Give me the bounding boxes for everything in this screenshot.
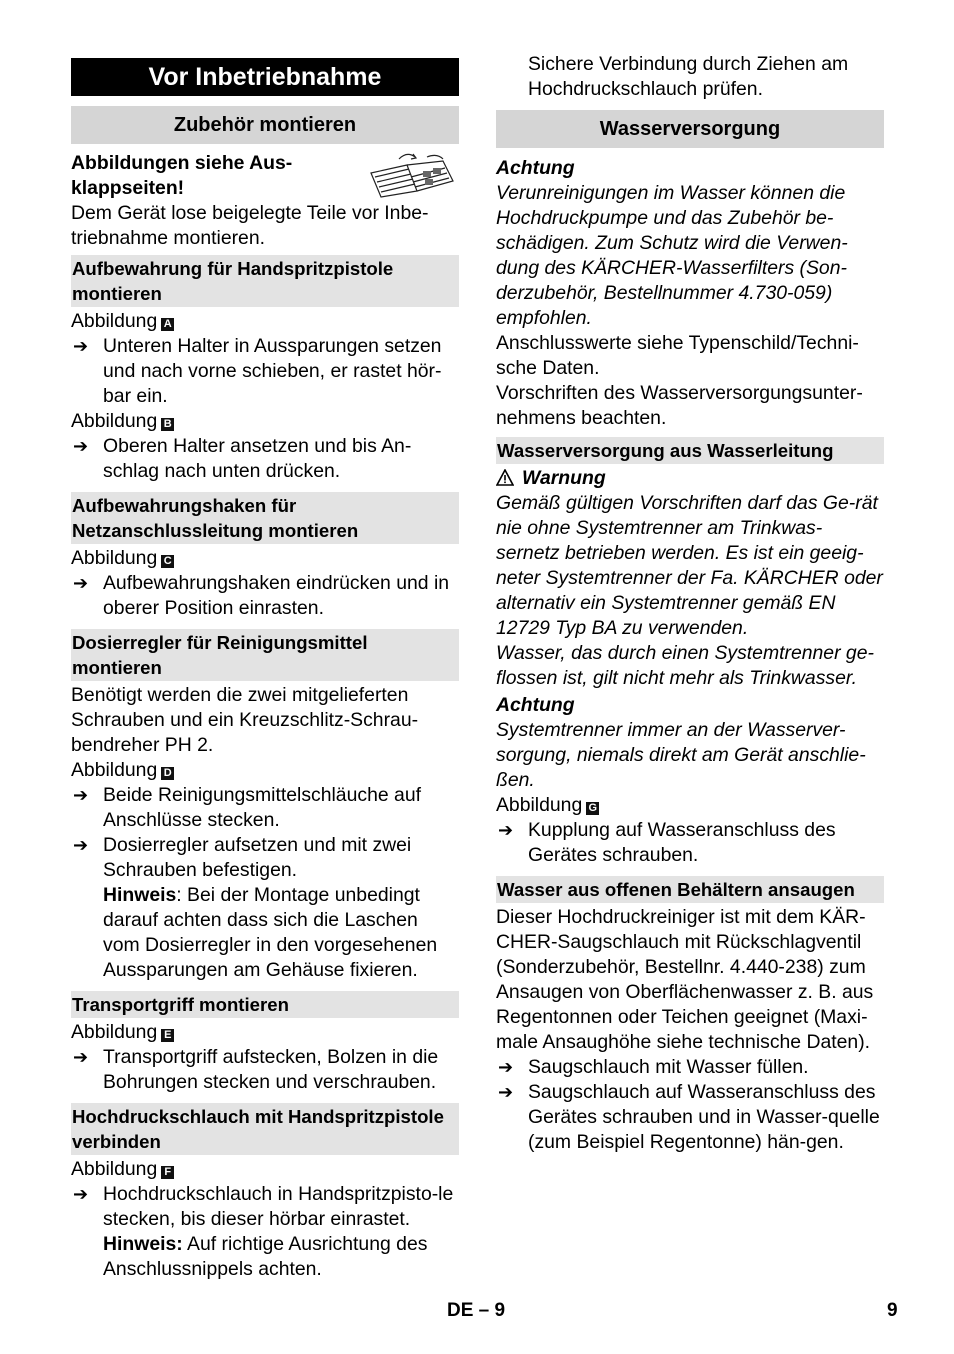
warning-text: Gemäß gültigen Vorschriften darf das Ge-rät nie ohne Systemtrenner am Trinkwas-sernetz betrieben werden. Es ist ein geeig-neter Systemtrenner der Fa. KÄRCHER oder alternativ ein Systemtrenner gemäß EN 12729 Typ BA zu verwenden. <box>496 492 883 639</box>
caution-text: Verunreinigungen im Wasser können die Hochdruckpumpe und das Zubehör be-schädigen. Zum Schutz wird die Verwen-dung des KÄRCHER-Wasserfilters (Son-derzubehör, Bestellnummer 4.730-059) empfohlen. <box>496 182 848 329</box>
subheading-offene-behaelter: Wasser aus offenen Behältern ansaugen <box>496 876 884 903</box>
figure-ref-a: Abbildung A <box>71 309 459 334</box>
caution-text: Systemtrenner immer an der Wasserver-sorgung, niemals direkt am Gerät anschlie-ßen. <box>496 719 866 791</box>
arrow-right-icon: ➔ <box>498 820 514 840</box>
step-item: ➔ Transportgriff aufstecken, Bolzen in die Bohrungen stecken und verschrauben. <box>73 1046 439 1093</box>
arrow-right-icon: ➔ <box>73 436 89 456</box>
footer-page-number: 9 <box>887 1300 898 1321</box>
dosierregler-text: Benötigt werden die zwei mitgelieferten Schrauben und ein Kreuzschlitz-Schrau-bendreher PH 2. <box>71 684 419 756</box>
step-item: ➔ Saugschlauch mit Wasser füllen. <box>498 1056 809 1078</box>
behaelter-text: Dieser Hochdruckreiniger ist mit dem KÄR-CHER-Saugschlauch mit Rückschlagventil (Sonderzubehör, Bestellnr. 4.440-238) zum Ansaugen von Oberflächenwasser z. B. aus Regentonnen oder Teichen geeignet (Maxi-male Ansaughöhe siehe technische Daten). <box>496 906 874 1053</box>
figure-letter-b: B <box>161 418 174 431</box>
figure-letter-a: A <box>161 318 174 331</box>
figure-ref-g: Abbildung G <box>496 793 884 818</box>
arrow-right-icon: ➔ <box>73 785 89 805</box>
intro-block <box>71 151 459 251</box>
figure-ref-d: Abbildung D <box>71 758 459 783</box>
figure-ref-e: Abbildung E <box>71 1020 459 1045</box>
intro-text: Dem Gerät lose beigelegte Teile vor Inbe-triebnahme montieren. <box>71 202 429 249</box>
step-item: ➔ Beide Reinigungsmittelschläuche auf Anschlüsse stecken. <box>73 784 421 831</box>
caution-heading: Achtung <box>496 694 575 716</box>
subheading-aufbewahrungshaken: Aufbewahrungshaken für Netzanschlussleitung montieren <box>71 492 459 544</box>
note-text: Auf richtige Ausrichtung des Anschlussnippels achten. <box>103 1233 428 1280</box>
subheading-dosierregler: Dosierregler für Reinigungsmittel montieren <box>71 629 459 681</box>
arrow-right-icon: ➔ <box>73 573 89 593</box>
step-item: ➔ Dosierregler aufsetzen und mit zwei Schrauben befestigen. Hinweis: Bei der Montage unbedingt darauf achten dass sich die Laschen vom Dosierregler in den vorgesehenen Aussparungen am Gehäuse fixieren. <box>73 834 438 981</box>
figure-letter-d: D <box>161 767 174 780</box>
subheading-wasserleitung: Wasserversorgung aus Wasserleitung <box>496 437 884 464</box>
note-label: Hinweis: <box>103 1233 183 1255</box>
step-item: ➔ Hochdruckschlauch in Handspritzpisto-le stecken, bis dieser hörbar einrastet. Hinweis: Auf richtige Ausrichtung des Anschlussnippels achten. <box>73 1183 454 1280</box>
arrow-right-icon: ➔ <box>498 1057 514 1077</box>
step-item: ➔ Unteren Halter in Aussparungen setzen und nach vorne schieben, er rastet hör-bar ein. <box>73 335 442 407</box>
page-title: Vor Inbetriebnahme <box>71 58 459 96</box>
book-fold-out-icon <box>367 151 459 199</box>
figure-letter-g: G <box>586 802 599 815</box>
subheading-handspritzpistole: Aufbewahrung für Handspritzpistole montieren <box>71 255 459 307</box>
footer-page-label: DE – 9 <box>447 1300 506 1321</box>
caution-heading: Achtung <box>496 157 575 179</box>
section-heading-wasserversorgung: Wasserversorgung <box>496 110 884 148</box>
connection-text: Anschlusswerte siehe Typenschild/Techni-sche Daten. <box>496 332 859 379</box>
step-item: ➔ Saugschlauch auf Wasseranschluss des Gerätes schrauben und in Wasser-quelle (zum Beispiel Regentonne) hän-gen. <box>498 1081 880 1153</box>
right-column <box>496 52 884 1155</box>
warning-triangle-icon <box>496 469 514 486</box>
note-label: Hinweis <box>103 884 177 906</box>
figure-letter-f: F <box>161 1166 174 1179</box>
figure-ref-b: Abbildung B <box>71 409 459 434</box>
step-item: ➔ Kupplung auf Wasseranschluss des Gerätes schrauben. <box>498 819 836 866</box>
left-column <box>71 58 459 1282</box>
step-item: ➔ Aufbewahrungshaken eindrücken und in oberer Position einrasten. <box>73 572 450 619</box>
section-heading-zubehoer: Zubehör montieren <box>71 106 459 144</box>
warning-text-2: Wasser, das durch einen Systemtrenner ge-flossen ist, gilt nicht mehr als Trinkwasser. <box>496 642 874 689</box>
figure-letter-c: C <box>161 555 174 568</box>
note-text: : Bei der Montage unbedingt darauf achten dass sich die Laschen vom Dosierregler in den vorgesehenen Aussparungen am Gehäuse fixieren. <box>103 884 438 981</box>
intro-bold: Abbildungen siehe Aus-klappseiten! <box>71 152 293 199</box>
regulations-text: Vorschriften des Wasserversorgungsunter-nehmens beachten. <box>496 382 863 429</box>
warning-heading: Warnung <box>496 466 884 491</box>
figure-ref-c: Abbildung C <box>71 546 459 571</box>
arrow-right-icon: ➔ <box>73 336 89 356</box>
arrow-right-icon: ➔ <box>73 1184 89 1204</box>
subheading-hochdruckschlauch: Hochdruckschlauch mit Handspritzpistole verbinden <box>71 1103 459 1155</box>
arrow-right-icon: ➔ <box>73 835 89 855</box>
arrow-right-icon: ➔ <box>498 1082 514 1102</box>
continued-text: Sichere Verbindung durch Ziehen am Hochdruckschlauch prüfen. <box>528 53 849 100</box>
figure-ref-f: Abbildung F <box>71 1157 459 1182</box>
figure-letter-e: E <box>161 1029 174 1042</box>
subheading-transportgriff: Transportgriff montieren <box>71 991 459 1018</box>
step-item: ➔ Oberen Halter ansetzen und bis An-schlag nach unten drücken. <box>73 435 412 482</box>
arrow-right-icon: ➔ <box>73 1047 89 1067</box>
